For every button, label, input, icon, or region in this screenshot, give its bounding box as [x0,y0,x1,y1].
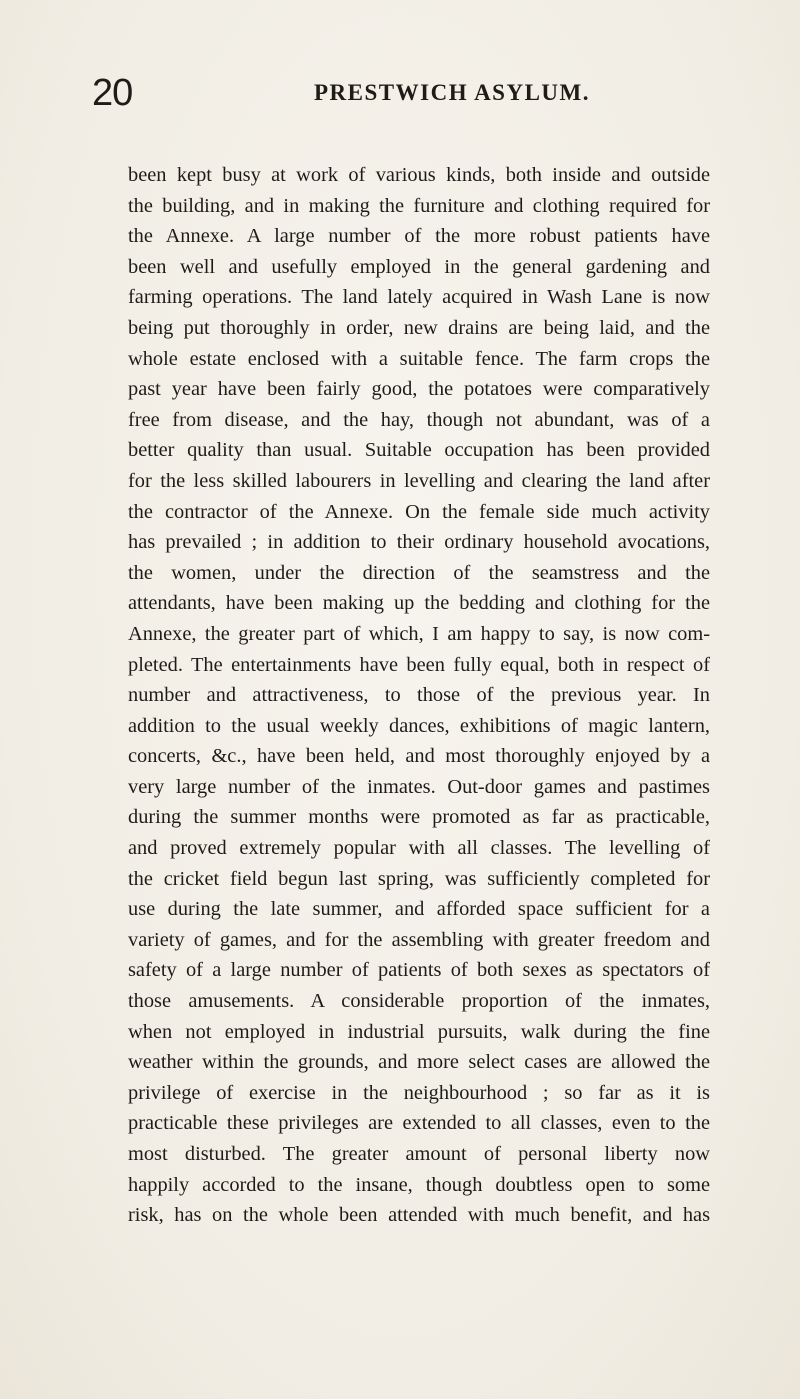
text-line: better quality than usual. Suitable occupation has been provided [128,439,710,462]
text-line: concerts, &c., have been held, and most thoroughly enjoyed by a [128,745,710,768]
text-line: pleted. The entertainments have been fully equal, both in respect of [128,653,710,676]
text-line: privilege of exercise in the neighbourhood ; so far as it is [128,1081,710,1104]
text-line: the cricket field begun last spring, was sufficiently completed for [128,867,710,890]
text-line: risk, has on the whole been attended with much benefit, and has [128,1204,710,1227]
text-line: most disturbed. The greater amount of personal liberty now [128,1143,710,1165]
text-line: very large number of the inmates. Out-door games and pastimes [128,775,710,798]
text-line: during the summer months were promoted as far as practicable, [128,806,710,829]
text-line: free from disease, and the hay, though not abundant, was of a [128,408,710,431]
text-line: for the less skilled labourers in levelling and clearing the land after [128,469,710,492]
text-line: weather within the grounds, and more select cases are allowed the [128,1051,710,1074]
text-line: being put thoroughly in order, new drains are being laid, and the [128,316,710,339]
text-line: Annexe, the greater part of which, I am happy to say, is now com- [128,622,710,645]
text-line: and proved extremely popular with all classes. The levelling of [128,837,710,860]
text-line: been kept busy at work of various kinds, both inside and outside [128,164,710,186]
text-line: the Annexe. A large number of the more robust patients have [128,225,710,248]
text-line: those amusements. A considerable proportion of the inmates, [128,990,710,1013]
text-line: the building, and in making the furniture and clothing required for [128,194,710,217]
text-line: when not employed in industrial pursuits, walk during the fine [128,1020,710,1043]
text-line: been well and usefully employed in the general gardening and [128,255,710,278]
text-line: farming operations. The land lately acquired in Wash Lane is now [128,286,710,309]
text-line: variety of games, and for the assembling with greater freedom and [128,928,710,951]
body-text [128,160,710,1231]
text-line: happily accorded to the insane, though doubtless open to some [128,1173,710,1196]
page-header [92,66,732,120]
text-line: safety of a large number of patients of both sexes as spectators of [128,959,710,982]
text-line: has prevailed ; in addition to their ordinary household avocations, [128,531,710,554]
page-number: 20 [92,72,133,114]
text-line: number and attractiveness, to those of the previous year. In [128,684,710,707]
text-line: attendants, have been making up the bedding and clothing for the [128,592,710,615]
text-line: whole estate enclosed with a suitable fence. The farm crops the [128,347,710,370]
text-line: practicable these privileges are extended to all classes, even to the [128,1112,710,1135]
text-line: use during the late summer, and afforded space sufficient for a [128,898,710,921]
running-title: PRESTWICH ASYLUM. [314,80,590,105]
text-line: the women, under the direction of the seamstress and the [128,561,710,584]
text-line: the contractor of the Annexe. On the female side much activity [128,500,710,523]
text-line: addition to the usual weekly dances, exhibitions of magic lantern, [128,714,710,737]
text-line: past year have been fairly good, the potatoes were comparatively [128,378,710,401]
